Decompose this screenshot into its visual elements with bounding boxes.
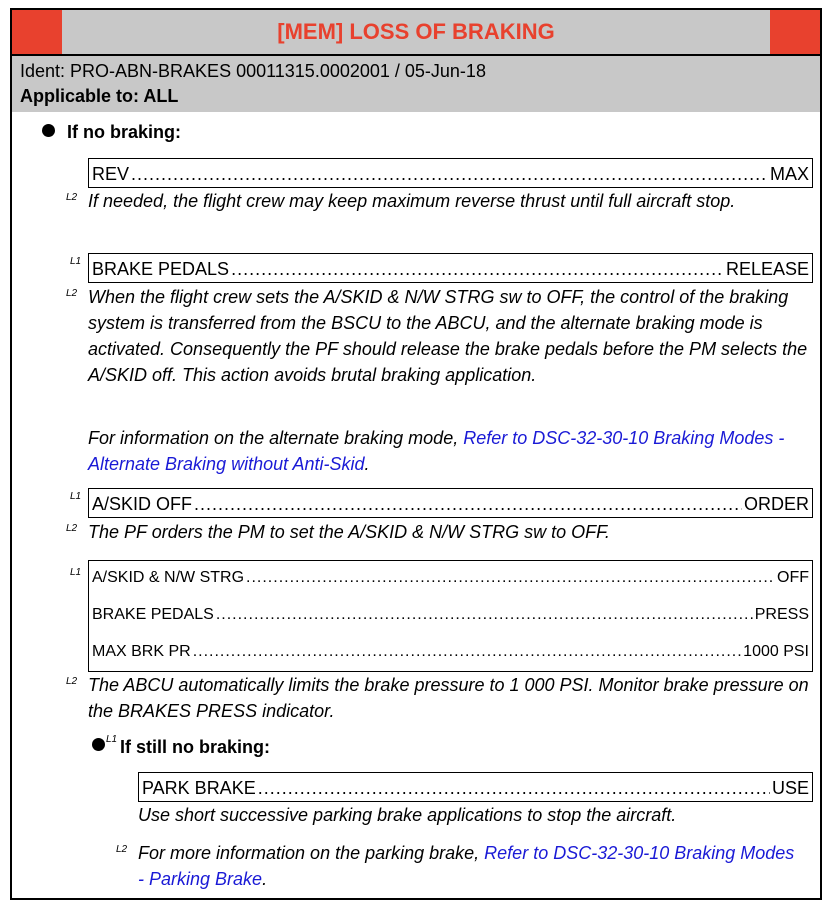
action-brake-pedals-press [89, 600, 812, 630]
release-note: When the flight crew sets the A/SKID & N/W STRG sw to OFF, the control of the braking system is transferred from the BSCU to the ABCU, and the alternate braking mode is activated. Consequently the PF should release the brake pedals before the PM selects the A/SKID off. This action avoids brutal braking application. [88, 287, 808, 385]
action-value: PRESS [754, 606, 809, 623]
action-rev [88, 158, 813, 188]
alternate-braking-info [88, 425, 810, 477]
condition-bullet-icon [42, 124, 55, 137]
ident-bar [12, 56, 820, 112]
condition-bullet-icon [92, 738, 105, 751]
condition-no-braking: If no braking: [67, 122, 181, 142]
leader-dots [216, 606, 753, 624]
info-text-end: . [262, 869, 268, 889]
info-text: For more information on the parking brake, [138, 843, 485, 863]
action-askid-nw-strg [89, 563, 812, 593]
level-tag: L2 [66, 192, 78, 203]
procedure-title: [MEM] LOSS OF BRAKING [277, 19, 555, 44]
action-label: REV [92, 163, 130, 184]
action-label: BRAKE PEDALS [92, 606, 214, 623]
parking-brake-link[interactable]: Refer to DSC-32-30-10 Braking Modes - Parking Brake [138, 843, 795, 889]
action-value: RELEASE [725, 258, 809, 279]
title-accent-left [12, 10, 62, 54]
action-value: MAX [769, 163, 809, 184]
level-tag: L2 [66, 523, 78, 534]
action-value: USE [771, 777, 809, 798]
action-label: A/SKID OFF [92, 493, 193, 514]
level-tag: L1 [70, 491, 82, 502]
action-value: OFF [777, 569, 809, 586]
action-label: BRAKE PEDALS [92, 258, 230, 279]
leader-dots [231, 259, 724, 280]
title-bar [12, 10, 820, 56]
applicable-text: Applicable to: ALL [20, 86, 179, 106]
action-label: MAX BRK PR [92, 643, 191, 660]
park-note: Use short successive parking brake applications to stop the aircraft. [138, 805, 677, 825]
alternate-braking-link[interactable]: Refer to DSC-32-30-10 Braking Modes - Alternate Braking without Anti-Skid [88, 428, 785, 474]
leader-dots [258, 778, 770, 799]
condition-still-no-braking: If still no braking: [120, 737, 271, 757]
level-tag: L2 [116, 844, 128, 855]
action-label: PARK BRAKE [142, 777, 256, 798]
leader-dots [246, 569, 775, 587]
action-askid-off [88, 488, 813, 518]
level-tag: L2 [66, 288, 78, 299]
action-value: ORDER [743, 493, 809, 514]
action-max-brk-pr [89, 637, 812, 667]
askid-note: The PF orders the PM to set the A/SKID & N/W STRG sw to OFF. [88, 522, 610, 542]
level-tag: L2 [66, 676, 78, 687]
action-group-alternate-braking [88, 560, 813, 672]
action-label: A/SKID & N/W STRG [92, 569, 245, 586]
leader-dots [194, 494, 742, 515]
title-accent-right [770, 10, 820, 54]
ident-text: Ident: PRO-ABN-BRAKES 00011315.0002001 / 05-Jun-18 [20, 61, 486, 81]
action-value: 1000 PSI [743, 643, 809, 660]
leader-dots [193, 643, 741, 661]
leader-dots [131, 164, 768, 185]
level-tag: L1 [70, 567, 82, 578]
rev-note: If needed, the flight crew may keep maximum reverse thrust until full aircraft stop. [88, 191, 736, 211]
abcu-note: The ABCU automatically limits the brake pressure to 1 000 PSI. Monitor brake pressure on the BRAKES PRESS indicator. [88, 675, 809, 721]
info-text-end: . [364, 454, 370, 474]
parking-brake-info [138, 840, 798, 892]
action-brake-pedals-release [88, 253, 813, 283]
info-text: For information on the alternate braking mode, [88, 428, 464, 448]
level-tag: L1 [106, 734, 118, 745]
action-park-brake [138, 772, 813, 802]
level-tag: L1 [70, 256, 82, 267]
